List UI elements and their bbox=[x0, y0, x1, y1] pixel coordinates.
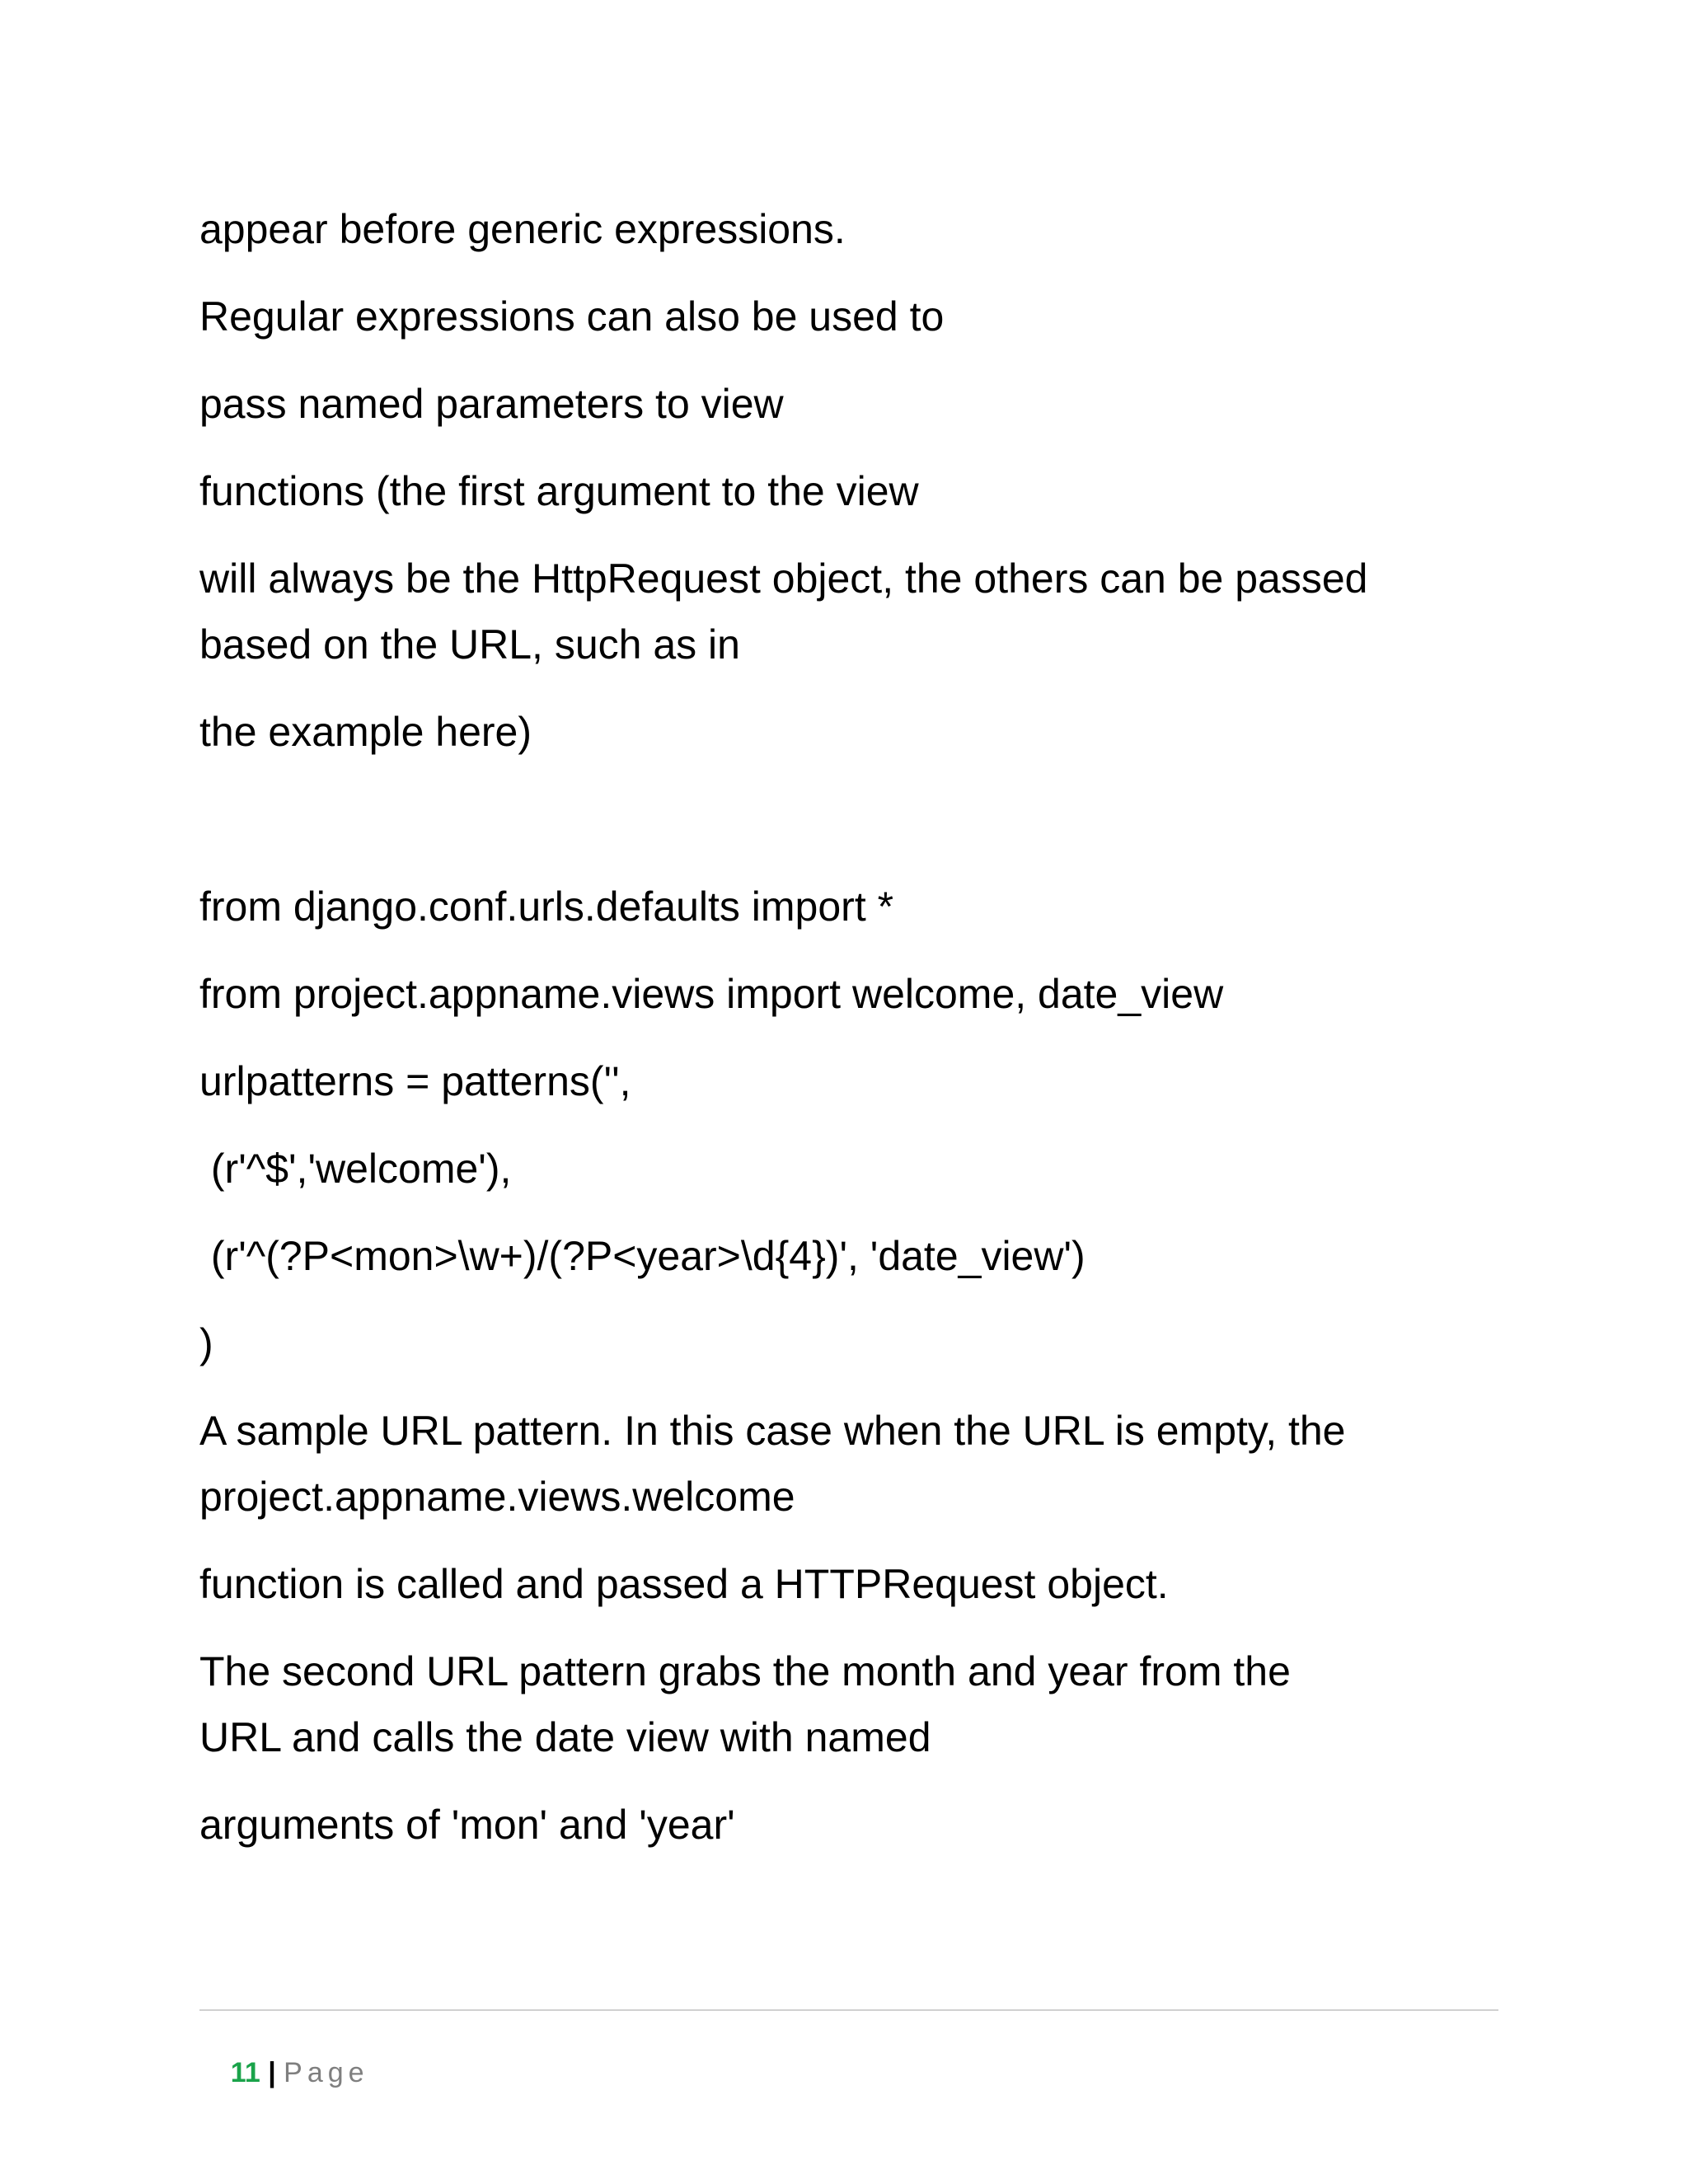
text-line: will always be the HttpRequest object, the others can be passed bbox=[199, 555, 1368, 602]
code-line: from project.appname.views import welcome, date_view bbox=[199, 971, 1224, 1017]
text-line: appear before generic expressions. bbox=[199, 206, 846, 252]
text-line: based on the URL, such as in bbox=[199, 621, 740, 668]
code-line: (r'^(?P<mon>\w+)/(?P<year>\d{4})', 'date_view') bbox=[199, 1233, 1085, 1279]
code-line: urlpatterns = patterns('', bbox=[199, 1058, 631, 1104]
text-line: pass named parameters to view bbox=[199, 381, 784, 427]
text-line: function is called and passed a HTTPRequest object. bbox=[199, 1561, 1169, 1607]
text-line: functions (the first argument to the view bbox=[199, 468, 919, 514]
code-line: (r'^$','welcome'), bbox=[199, 1146, 512, 1192]
text-line: project.appname.views.welcome bbox=[199, 1474, 795, 1520]
text-line: A sample URL pattern. In this case when the URL is empty, the bbox=[199, 1408, 1346, 1454]
text-line: The second URL pattern grabs the month and year from the bbox=[199, 1648, 1291, 1694]
page-footer bbox=[199, 2011, 369, 2135]
page-number: 11 bbox=[230, 2057, 260, 2088]
footer-separator: | bbox=[260, 2057, 284, 2088]
footer-divider bbox=[199, 2009, 1498, 2011]
text-line: arguments of 'mon' and 'year' bbox=[199, 1802, 735, 1848]
text-line: URL and calls the date view with named bbox=[199, 1714, 931, 1760]
page-label: Page bbox=[284, 2057, 369, 2088]
code-line: ) bbox=[199, 1320, 213, 1366]
code-line: from django.conf.urls.defaults import * bbox=[199, 883, 894, 930]
text-line: Regular expressions can also be used to bbox=[199, 293, 945, 340]
text-line: the example here) bbox=[199, 709, 532, 755]
